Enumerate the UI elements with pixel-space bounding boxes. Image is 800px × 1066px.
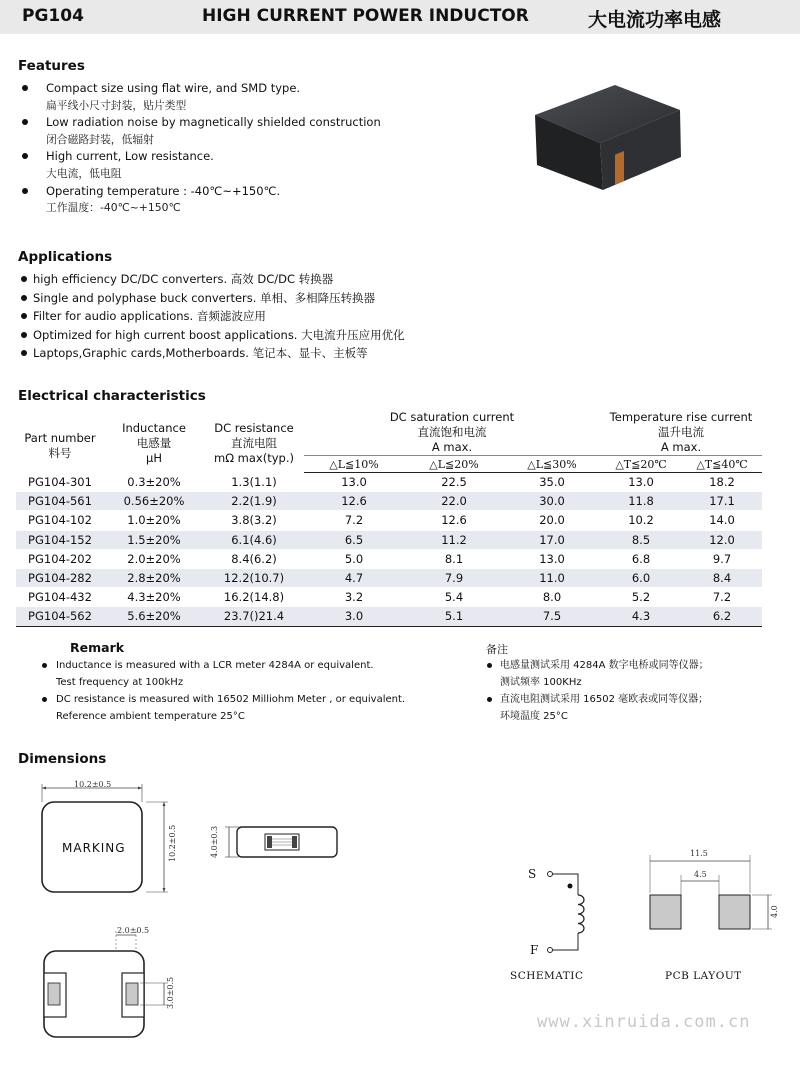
application-item: high efficiency DC/DC converters. 高效 DC/DC 转换器	[18, 270, 538, 289]
remark-zh	[486, 657, 786, 725]
table-cell: 5.4	[404, 588, 504, 607]
remark-heading: Remark	[70, 640, 125, 655]
table-cell: 17.1	[682, 492, 762, 511]
application-item: Filter for audio applications. 音频滤波应用	[18, 307, 538, 326]
thickness-dimension-label: 4.0±0.3	[210, 825, 219, 858]
table-cell: PG104-202	[16, 549, 104, 568]
table-cell: 8.4(6.2)	[204, 549, 304, 568]
table-cell: 12.2(10.7)	[204, 568, 304, 587]
table-cell: 17.0	[504, 530, 600, 549]
model-number: PG104	[22, 6, 84, 26]
applications-list	[18, 270, 538, 363]
bullet-icon	[21, 276, 27, 282]
table-cell: 4.7	[304, 568, 404, 587]
table-cell: 2.8±20%	[104, 568, 204, 587]
pcb-gap-label: 4.5	[694, 870, 707, 879]
remark-heading-zh: 备注	[486, 643, 508, 656]
electrical-heading: Electrical characteristics	[18, 388, 206, 404]
col-saturation-current: DC saturation current 直流饱和电流 A max.	[389, 410, 515, 454]
table-cell: 2.0±20%	[104, 549, 204, 568]
bullet-icon	[21, 295, 27, 301]
table-cell: 4.3±20%	[104, 588, 204, 607]
table-cell: 12.6	[404, 511, 504, 530]
pad-height-label: 3.0±0.5	[166, 976, 175, 1009]
height-dimension-label: 10.2±0.5	[168, 824, 177, 862]
remark-item: 测试频率 100KHz	[500, 677, 582, 688]
remark-item: 环境温度 25°C	[500, 711, 568, 722]
table-cell: 1.5±20%	[104, 530, 204, 549]
sub-header-cell: △L≦30%	[504, 456, 600, 473]
pcb-height-label: 4.0	[770, 905, 779, 918]
table-cell: 7.5	[504, 607, 600, 626]
table-cell: 18.2	[682, 473, 762, 492]
table-cell: 8.0	[504, 588, 600, 607]
schematic-f-label: F	[530, 943, 539, 957]
header-bar	[0, 0, 800, 34]
table-row	[16, 607, 762, 626]
bullet-icon	[22, 119, 28, 125]
bullet-icon	[21, 332, 27, 338]
table-cell: 13.0	[304, 473, 404, 492]
table-cell: 1.3(1.1)	[204, 473, 304, 492]
side-view-drawing	[205, 815, 345, 865]
watermark: www.xinruida.com.cn	[537, 1012, 751, 1032]
table-cell: 12.0	[682, 530, 762, 549]
electrical-table	[16, 410, 762, 627]
remark-item: Inductance is measured with a LCR meter 4284A or equivalent.	[40, 657, 480, 674]
remark-item: 直流电阻测试采用 16502 毫欧表或同等仪器；	[486, 691, 786, 708]
col-dc-resistance: DC resistance 直流电阻 mΩ max(typ.)	[214, 420, 294, 465]
table-cell: 3.0	[304, 607, 404, 626]
remark-item: Reference ambient temperature 25°C	[56, 711, 245, 722]
table-cell: 30.0	[504, 492, 600, 511]
bottom-view-drawing	[28, 925, 188, 1040]
table-cell: 6.5	[304, 530, 404, 549]
bullet-icon	[42, 697, 47, 702]
table-cell: 7.2	[682, 588, 762, 607]
table-cell: 5.6±20%	[104, 607, 204, 626]
remark-item: 电感量测试采用 4284A 数字电桥或同等仪器；	[486, 657, 786, 674]
table-cell: 10.2	[600, 511, 682, 530]
table-cell: 23.7()21.4	[204, 607, 304, 626]
sub-header-cell: △T≦40℃	[682, 456, 762, 473]
table-body	[16, 473, 762, 627]
bullet-icon	[487, 697, 492, 702]
width-dimension-label: 10.2±0.5	[74, 780, 112, 789]
table-row	[16, 492, 762, 511]
table-cell: 5.2	[600, 588, 682, 607]
col-temperature-current: Temperature rise current 温升电流 A max.	[609, 410, 753, 454]
table-cell: PG104-102	[16, 511, 104, 530]
table-cell: 8.1	[404, 549, 504, 568]
feature-item: High current, Low resistance. 大电流，低电阻	[18, 148, 458, 182]
table-row	[16, 530, 762, 549]
bullet-icon	[21, 313, 27, 319]
table-cell: PG104-561	[16, 492, 104, 511]
sub-header-cell: △L≦10%	[304, 456, 404, 473]
schematic-s-label: S	[528, 867, 537, 881]
table-row	[16, 473, 762, 492]
applications-heading: Applications	[18, 249, 113, 265]
col-part-number: Part number 料号	[24, 431, 96, 461]
feature-item: Low radiation noise by magnetically shielded construction 闭合磁路封装，低辐射	[18, 114, 458, 148]
schematic-label: SCHEMATIC	[510, 970, 584, 982]
top-view-drawing	[28, 778, 188, 898]
bullet-icon	[487, 663, 492, 668]
application-item: Laptops,Graphic cards,Motherboards. 笔记本、显卡、主板等	[18, 344, 538, 363]
table-cell: 0.56±20%	[104, 492, 204, 511]
bullet-icon	[22, 188, 28, 194]
table-cell: PG104-282	[16, 568, 104, 587]
bullet-icon	[22, 153, 28, 159]
bullet-icon	[22, 85, 28, 91]
table-cell: PG104-301	[16, 473, 104, 492]
table-cell: 13.0	[600, 473, 682, 492]
table-cell: 9.7	[682, 549, 762, 568]
table-cell: 6.8	[600, 549, 682, 568]
pcb-total-label: 11.5	[690, 849, 708, 858]
remark-en	[40, 657, 480, 725]
table-cell: 6.0	[600, 568, 682, 587]
page-title: HIGH CURRENT POWER INDUCTOR	[202, 6, 529, 26]
dimensions-heading: Dimensions	[18, 751, 107, 767]
table-cell: 16.2(14.8)	[204, 588, 304, 607]
table-cell: 4.3	[600, 607, 682, 626]
features-list	[18, 80, 458, 217]
feature-item: Compact size using flat wire, and SMD type. 扁平线小尺寸封装，贴片类型	[18, 80, 458, 114]
table-header-row	[16, 410, 762, 456]
table-row	[16, 511, 762, 530]
table-cell: 8.5	[600, 530, 682, 549]
table-cell: 1.0±20%	[104, 511, 204, 530]
table-cell: 7.2	[304, 511, 404, 530]
sub-header-cell: △L≦20%	[404, 456, 504, 473]
feature-item: Operating temperature : -40℃~+150℃. 工作温度：-40℃~+150℃	[18, 183, 458, 217]
table-cell: 5.1	[404, 607, 504, 626]
table-cell: 22.0	[404, 492, 504, 511]
table-cell: 7.9	[404, 568, 504, 587]
table-cell: 6.2	[682, 607, 762, 626]
bullet-icon	[21, 350, 27, 356]
table-row	[16, 588, 762, 607]
remark-item: DC resistance is measured with 16502 Milliohm Meter , or equivalent.	[40, 691, 480, 708]
features-heading: Features	[18, 58, 85, 74]
schematic-drawing	[530, 865, 600, 965]
pad-width-label: 2.0±0.5	[117, 926, 150, 935]
table-cell: 3.2	[304, 588, 404, 607]
application-item: Single and polyphase buck converters. 单相、多相降压转换器	[18, 289, 538, 308]
table-cell: 0.3±20%	[104, 473, 204, 492]
table-cell: 6.1(4.6)	[204, 530, 304, 549]
table-cell: 14.0	[682, 511, 762, 530]
remark-item: Test frequency at 100kHz	[56, 677, 184, 688]
table-cell: 20.0	[504, 511, 600, 530]
application-item: Optimized for high current boost applications. 大电流升压应用优化	[18, 326, 538, 345]
marking-label: MARKING	[62, 841, 126, 855]
table-cell: PG104-562	[16, 607, 104, 626]
table-cell: 2.2(1.9)	[204, 492, 304, 511]
table-cell: 8.4	[682, 568, 762, 587]
pcb-layout-drawing	[640, 845, 790, 945]
table-cell: 3.8(3.2)	[204, 511, 304, 530]
table-cell: 5.0	[304, 549, 404, 568]
table-cell: 22.5	[404, 473, 504, 492]
page-title-zh: 大电流功率电感	[588, 9, 722, 31]
table-row	[16, 568, 762, 587]
table-cell: 11.0	[504, 568, 600, 587]
table-cell: 11.8	[600, 492, 682, 511]
sub-header-cell: △T≦20℃	[600, 456, 682, 473]
table-cell: PG104-432	[16, 588, 104, 607]
table-cell: 11.2	[404, 530, 504, 549]
table-cell: 13.0	[504, 549, 600, 568]
table-cell: PG104-152	[16, 530, 104, 549]
table-cell: 12.6	[304, 492, 404, 511]
pcb-layout-label: PCB LAYOUT	[665, 970, 742, 982]
bullet-icon	[42, 663, 47, 668]
table-row	[16, 549, 762, 568]
col-inductance: Inductance 电感量 μH	[122, 420, 186, 465]
product-photo	[525, 75, 705, 205]
table-cell: 35.0	[504, 473, 600, 492]
